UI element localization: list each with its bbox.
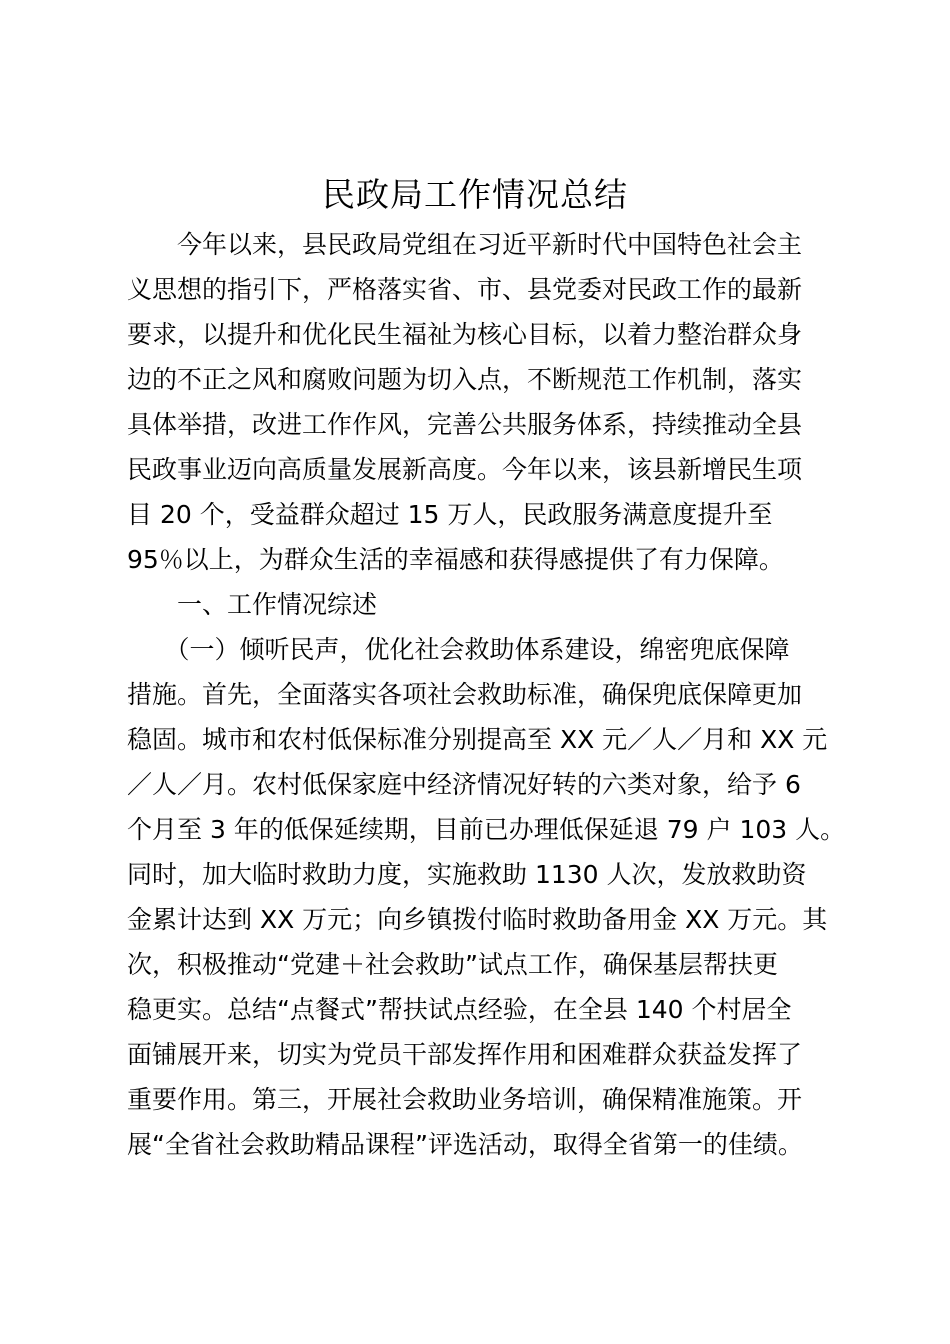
body-line: 稳更实。总结“点餐式”帮扶试点经验，在全县 140 个村居全 (127, 995, 792, 1024)
body-line: 95％以上，为群众生活的幸福感和获得感提供了有力保障。 (127, 545, 784, 574)
body-line: 金累计达到 XX 万元；向乡镇拨付临时救助备用金 XX 万元。其 (127, 905, 828, 934)
body-line: 今年以来，县民政局党组在习近平新时代中国特色社会主 (127, 230, 803, 259)
body-line: （一）倾听民声，优化社会救助体系建设，绵密兜底保障 (127, 635, 790, 664)
body-line: 同时，加大临时救助力度，实施救助 1130 人次，发放救助资 (127, 860, 807, 889)
body-line: 个月至 3 年的低保延续期，目前已办理低保延退 79 户 103 人。 (127, 815, 846, 844)
body-line: 要求，以提升和优化民生福祉为核心目标，以着力整治群众身 (127, 320, 803, 349)
body-line: 义思想的指引下，严格落实省、市、县党委对民政工作的最新 (127, 275, 803, 304)
body-line: 目 20 个，受益群众超过 15 万人，民政服务满意度提升至 (127, 500, 773, 529)
body-line: 具体举措，改进工作作风，完善公共服务体系，持续推动全县 (127, 410, 803, 439)
body-line: ／人／月。农村低保家庭中经济情况好转的六类对象，给予 6 (127, 770, 801, 799)
body-line: 稳固。城市和农村低保标准分别提高至 XX 元／人／月和 XX 元 (127, 725, 828, 754)
document-title: 民政局工作情况总结 (322, 175, 628, 214)
body-line: 重要作用。第三，开展社会救助业务培训，确保精准施策。开 (127, 1085, 803, 1114)
body-line: 展“全省社会救助精品课程”评选活动，取得全省第一的佳绩。 (127, 1130, 803, 1159)
body-line: 民政事业迈向高质量发展新高度。今年以来，该县新增民生项 (127, 455, 803, 484)
section-heading: 一、工作情况综述 (127, 590, 378, 619)
body-line: 边的不正之风和腐败问题为切入点，不断规范工作机制，落实 (127, 365, 803, 394)
body-line: 措施。首先，全面落实各项社会救助标准，确保兜底保障更加 (127, 680, 803, 709)
body-line: 面铺展开来，切实为党员干部发挥作用和困难群众获益发挥了 (127, 1040, 803, 1069)
body-line: 次，积极推动“党建＋社会救助”试点工作，确保基层帮扶更 (127, 950, 778, 979)
